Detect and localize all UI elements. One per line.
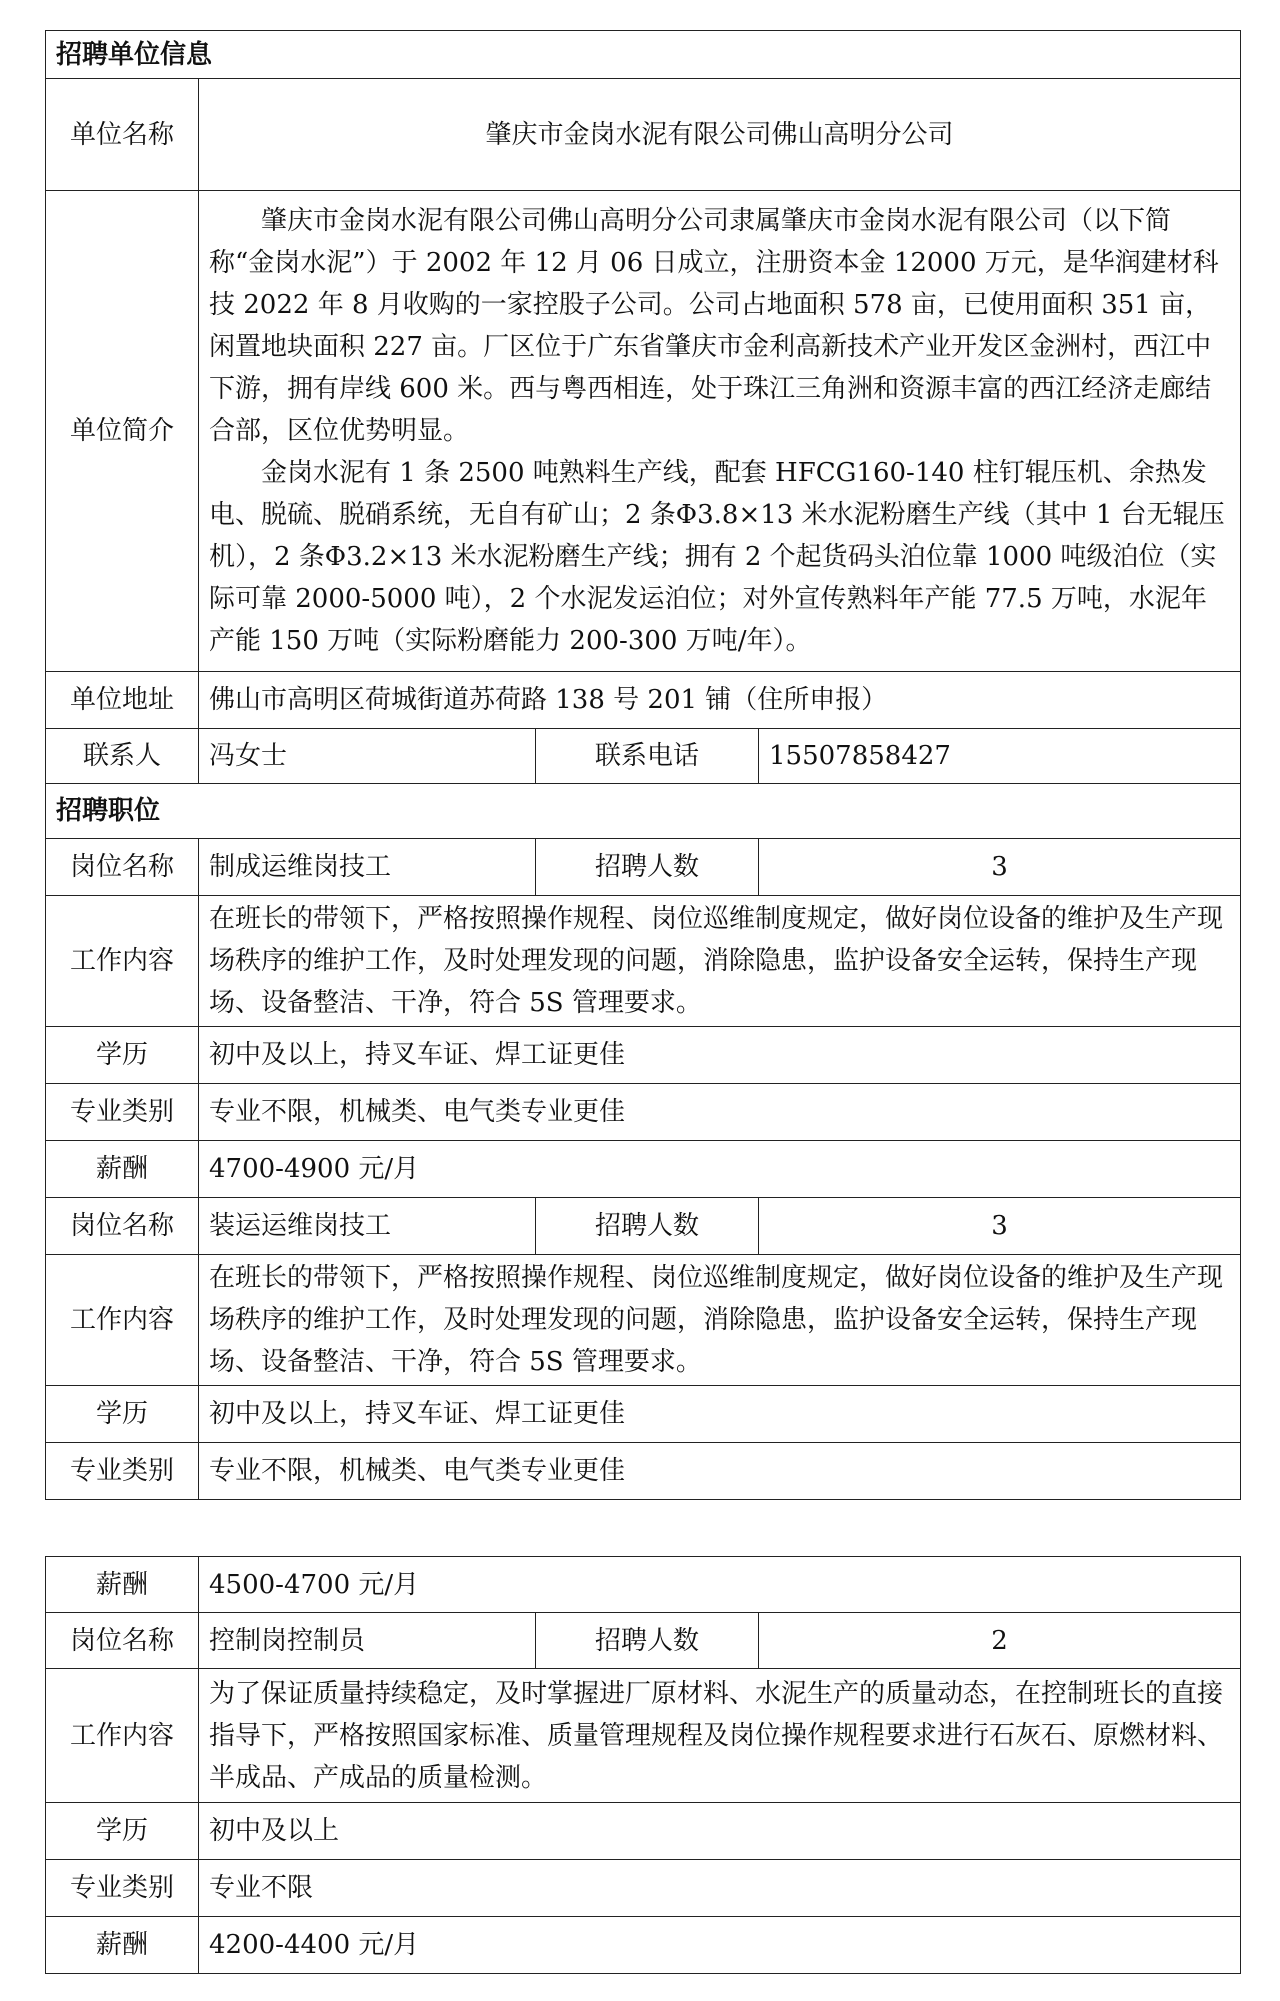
label-address: 单位地址 [46, 672, 199, 729]
job-3-content: 为了保证质量持续稳定，及时掌握进厂原材料、水泥生产的质量动态，在控制班长的直接指导下，严格按照国家标准、质量管理规程及岗位操作规程要求进行石灰石、原燃材料、半成品、产成品的质量检测。 [199, 1669, 1241, 1803]
job-1-major-row [46, 1084, 1241, 1141]
label-salary: 薪酬 [46, 1141, 199, 1198]
label-headcount: 招聘人数 [536, 1613, 759, 1669]
job-1-salary: 4700-4900 元/月 [199, 1141, 1241, 1198]
job-3-salary: 4200-4400 元/月 [199, 1917, 1241, 1974]
section-title-jobs: 招聘职位 [46, 784, 1241, 839]
company-intro [199, 191, 1241, 672]
company-intro-paragraph-2: 金岗水泥有 1 条 2500 吨熟料生产线，配套 HFCG160-140 柱钉辊压机、余热发电、脱硫、脱硝系统，无自有矿山；2 条Φ3.8×13 米水泥粉磨生产线（其中 1 台无辊压机），2 条Φ3.2×13 米水泥粉磨生产线；拥有 2 个起货码头泊位靠 1000 吨级泊位（实际可靠 2000-5000 吨），2 个水泥发运泊位；对外宣传熟料年产能 77.5 万吨，水泥年产能 150 万吨（实际粉磨能力 200-300 万吨/年）。 [209, 458, 1225, 656]
job-3-headcount: 2 [759, 1613, 1241, 1669]
label-headcount: 招聘人数 [536, 1198, 759, 1255]
job-2-position-row [46, 1198, 1241, 1255]
job-2-salary: 4500-4700 元/月 [199, 1557, 1241, 1613]
job-2-content-row [46, 1255, 1241, 1386]
job-3-position: 控制岗控制员 [199, 1613, 536, 1669]
label-company-intro: 单位简介 [46, 191, 199, 672]
section-row-jobs [46, 784, 1241, 839]
job-2-content: 在班长的带领下，严格按照操作规程、岗位巡维制度规定，做好岗位设备的维护及生产现场秩序的维护工作，及时处理发现的问题，消除隐患，监护设备安全运转，保持生产现场、设备整洁、干净，符合 5S 管理要求。 [199, 1255, 1241, 1386]
section-row-company [46, 31, 1241, 79]
company-address: 佛山市高明区荷城街道苏荷路 138 号 201 铺（住所申报） [199, 672, 1241, 729]
label-content: 工作内容 [46, 896, 199, 1027]
job-3-major-row [46, 1860, 1241, 1917]
job-3-position-row [46, 1613, 1241, 1669]
recruitment-table-page2 [45, 1556, 1241, 1974]
label-education: 学历 [46, 1027, 199, 1084]
label-position: 岗位名称 [46, 1198, 199, 1255]
job-1-education: 初中及以上，持叉车证、焊工证更佳 [199, 1027, 1241, 1084]
row-contact [46, 729, 1241, 784]
section-title-company: 招聘单位信息 [46, 31, 1241, 79]
job-2-position: 装运运维岗技工 [199, 1198, 536, 1255]
job-1-education-row [46, 1027, 1241, 1084]
job-1-content-row [46, 896, 1241, 1027]
label-contact: 联系人 [46, 729, 199, 784]
company-name: 肇庆市金岗水泥有限公司佛山高明分公司 [199, 79, 1241, 191]
job-3-major: 专业不限 [199, 1860, 1241, 1917]
label-education: 学历 [46, 1803, 199, 1860]
label-education: 学历 [46, 1386, 199, 1443]
job-2-major-row [46, 1443, 1241, 1500]
label-headcount: 招聘人数 [536, 839, 759, 896]
label-major: 专业类别 [46, 1084, 199, 1141]
label-company-name: 单位名称 [46, 79, 199, 191]
job-2-headcount: 3 [759, 1198, 1241, 1255]
label-content: 工作内容 [46, 1669, 199, 1803]
job-1-headcount: 3 [759, 839, 1241, 896]
job-1-content: 在班长的带领下，严格按照操作规程、岗位巡维制度规定，做好岗位设备的维护及生产现场秩序的维护工作，及时处理发现的问题，消除隐患，监护设备安全运转，保持生产现场、设备整洁、干净，符合 5S 管理要求。 [199, 896, 1241, 1027]
recruitment-table-page1 [45, 30, 1241, 1500]
contact-person: 冯女士 [199, 729, 536, 784]
label-salary: 薪酬 [46, 1557, 199, 1613]
job-2-major: 专业不限，机械类、电气类专业更佳 [199, 1443, 1241, 1500]
job-2-salary-row [46, 1557, 1241, 1613]
job-1-position-row [46, 839, 1241, 896]
contact-phone: 15507858427 [759, 729, 1241, 784]
label-major: 专业类别 [46, 1443, 199, 1500]
job-3-education-row [46, 1803, 1241, 1860]
label-salary: 薪酬 [46, 1917, 199, 1974]
job-3-content-row [46, 1669, 1241, 1803]
company-intro-paragraph-1: 肇庆市金岗水泥有限公司佛山高明分公司隶属肇庆市金岗水泥有限公司（以下简称“金岗水泥”）于 2002 年 12 月 06 日成立，注册资本金 12000 万元，是华润建材科技 2022 年 8 月收购的一家控股子公司。公司占地面积 578 亩，已使用面积 351 亩，闲置地块面积 227 亩。厂区位于广东省肇庆市金利高新技术产业开发区金洲村，西江中下游，拥有岸线 600 米。西与粤西相连，处于珠江三角洲和资源丰富的西江经济走廊结合部，区位优势明显。 [209, 206, 1219, 446]
row-company-intro [46, 191, 1241, 672]
job-2-education: 初中及以上，持叉车证、焊工证更佳 [199, 1386, 1241, 1443]
job-1-major: 专业不限，机械类、电气类专业更佳 [199, 1084, 1241, 1141]
row-company-name [46, 79, 1241, 191]
job-3-salary-row [46, 1917, 1241, 1974]
job-1-salary-row [46, 1141, 1241, 1198]
job-3-education: 初中及以上 [199, 1803, 1241, 1860]
job-1-position: 制成运维岗技工 [199, 839, 536, 896]
label-phone: 联系电话 [536, 729, 759, 784]
label-major: 专业类别 [46, 1860, 199, 1917]
row-company-address [46, 672, 1241, 729]
label-position: 岗位名称 [46, 1613, 199, 1669]
job-2-education-row [46, 1386, 1241, 1443]
label-position: 岗位名称 [46, 839, 199, 896]
label-content: 工作内容 [46, 1255, 199, 1386]
